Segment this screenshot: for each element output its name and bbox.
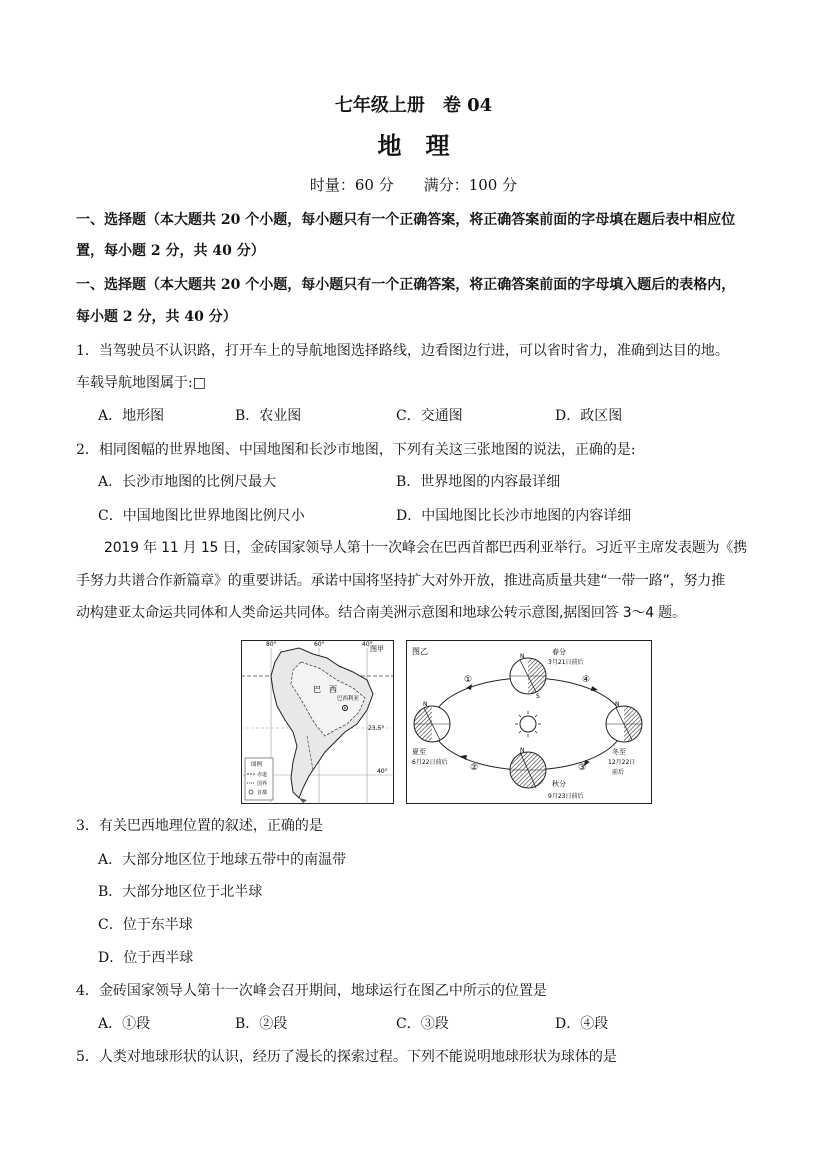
pole-n-winter: N xyxy=(615,701,620,708)
figure-south-america-map xyxy=(241,640,394,804)
earth-autumn-equinox xyxy=(510,752,546,788)
q3-option-a: A．大部分地区位于地球五带中的南温带 xyxy=(98,852,347,868)
pole-n-autumn: N xyxy=(520,747,525,754)
segment-1: ① xyxy=(464,675,473,685)
q2-option-d: D．中国地图比长沙市地图的内容详细 xyxy=(396,508,632,524)
paper-title: 七年级上册 卷 04 xyxy=(334,95,493,116)
figure-a-label: 图甲 xyxy=(370,645,384,653)
section-heading-line1: 一、选择题（本大题共 20 个小题，每小题只有一个正确答案，将正确答案前面的字母填在题后表中相应位 xyxy=(76,212,736,228)
q4-stem: 4．金砖国家领导人第十一次峰会召开期间，地球运行在图乙中所示的位置是 xyxy=(76,983,547,999)
q1-option-c: C．交通图 xyxy=(396,408,463,424)
passage-line1: 2019 年 11 月 15 日，金砖国家领导人第十一次峰会在巴西首都巴西利亚举行。习近平主席发表题为《携 xyxy=(104,540,747,556)
figure-b-label: 图乙 xyxy=(412,647,428,656)
label-summer: 夏至 xyxy=(412,748,426,756)
lon-label-60: 60° xyxy=(314,641,325,648)
q3-option-b: B．大部分地区位于北半球 xyxy=(98,884,263,900)
pole-n-summer: N xyxy=(423,701,428,708)
figure-earth-revolution xyxy=(406,640,652,804)
q2-stem: 2．相同图幅的世界地图、中国地图和长沙市地图，下列有关这三张地图的说法，正确的是: xyxy=(76,442,636,458)
subject-title: 地 理 xyxy=(377,131,450,160)
capital-label: 巴西利亚 xyxy=(337,696,360,702)
lat-label-40: 40° xyxy=(377,768,388,775)
q3-stem: 3．有关巴西地理位置的叙述，正确的是 xyxy=(76,818,323,834)
section-heading-alt-line2: 每小题 2 分，共 40 分） xyxy=(76,309,237,325)
earth-summer-solstice xyxy=(414,706,450,742)
exam-meta: 时量：60 分 满分：100 分 xyxy=(309,176,518,194)
earth-spring-equinox xyxy=(510,658,546,694)
label-winter-date1: 12月22日 xyxy=(608,759,636,766)
q1-stem-line2: 车载导航地图属于:□ xyxy=(76,375,206,391)
q1-option-b: B．农业图 xyxy=(235,408,302,424)
legend-capital: 首都 xyxy=(257,790,268,796)
legend-equator: 赤道 xyxy=(257,772,268,778)
q4-option-b: B．②段 xyxy=(235,1016,288,1032)
segment-4: ④ xyxy=(582,675,591,685)
label-autumn-date: 9月23日前后 xyxy=(548,793,584,800)
q2-option-a: A．长沙市地图的比例尺最大 xyxy=(98,474,277,490)
label-winter: 冬至 xyxy=(612,748,626,756)
label-spring-date: 3月21日前后 xyxy=(548,659,584,666)
q4-option-a: A．①段 xyxy=(98,1016,151,1032)
lon-label-80: 80° xyxy=(266,641,277,648)
q1-stem-line1: 1．当驾驶员不认识路，打开车上的导航地图选择路线，边看图边行进，可以省时省力，准确到达目的地。 xyxy=(76,343,729,359)
passage-line2: 手努力共谱合作新篇章》的重要讲话。承诺中国将坚持扩大对外开放，推进高质量共建“一带一路”，努力推 xyxy=(76,573,725,589)
label-spring: 春分 xyxy=(552,648,566,656)
q1-option-d: D．政区图 xyxy=(555,408,623,424)
q2-option-c: C．中国地图比世界地图比例尺小 xyxy=(98,508,305,524)
sun-icon xyxy=(520,716,536,732)
earth-winter-solstice xyxy=(606,706,642,742)
q4-option-d: D．④段 xyxy=(555,1016,609,1032)
q1-option-a: A．地形图 xyxy=(98,408,165,424)
label-winter-date2: 前后 xyxy=(612,769,625,776)
section-heading-line2: 置，每小题 2 分，共 40 分） xyxy=(76,243,265,259)
legend-title: 图例 xyxy=(251,762,263,768)
pole-n-spring: N xyxy=(520,653,525,660)
tropic-label: 23.5° xyxy=(368,725,385,732)
section-heading-alt-line1: 一、选择题（本大题共 20 个小题，每小题只有一个正确答案，将正确答案前面的字母填入题后的表格内， xyxy=(76,277,736,293)
legend-border: 国界 xyxy=(257,781,268,787)
segment-2: ② xyxy=(470,763,479,773)
passage-line3: 动构建亚太命运共同体和人类命运共同体。结合南美洲示意图和地球公转示意图,据图回答 3～4 题。 xyxy=(76,605,686,621)
q4-option-c: C．③段 xyxy=(396,1016,449,1032)
pole-s-spring: S xyxy=(536,693,540,700)
q3-option-d: D．位于西半球 xyxy=(98,950,194,966)
q5-stem: 5．人类对地球形状的认识，经历了漫长的探索过程。下列不能说明地球形状为球体的是 xyxy=(76,1049,617,1065)
country-label-brazil: 巴 西 xyxy=(313,685,337,694)
lon-label-40: 40° xyxy=(362,641,373,648)
label-summer-date: 6月22日前后 xyxy=(412,759,448,766)
q2-option-b: B．世界地图的内容最详细 xyxy=(396,474,561,490)
q3-option-c: C．位于东半球 xyxy=(98,917,193,933)
label-autumn: 秋分 xyxy=(552,780,566,788)
segment-3: ③ xyxy=(578,763,587,773)
